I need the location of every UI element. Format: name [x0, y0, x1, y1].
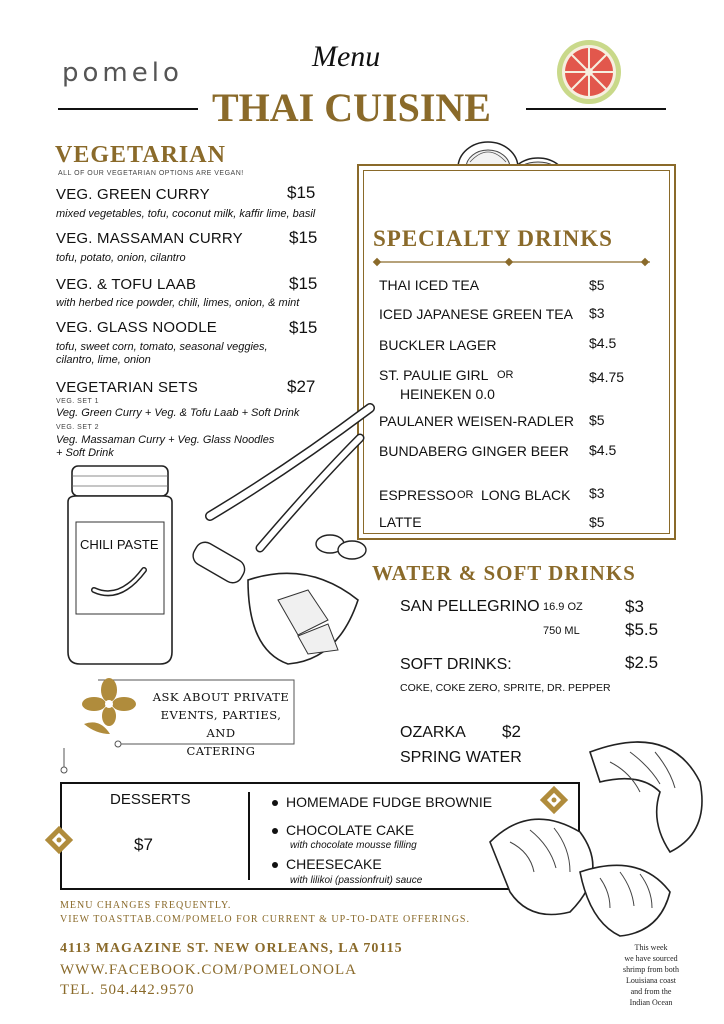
- chili-paste-jar-label: CHILI PASTE: [80, 537, 159, 552]
- shrimp-note-line: shrimp from both: [623, 965, 679, 974]
- menu-item-name: VEG. GLASS NOODLE: [56, 319, 217, 336]
- drink-name: ICED JAPANESE GREEN TEA: [379, 306, 573, 322]
- drink-price: $4.75: [589, 369, 625, 385]
- shrimp-note-line: Louisiana coast: [626, 976, 676, 985]
- drink-price: $5: [589, 412, 605, 428]
- veg-set-2-desc: Veg. Massaman Curry + Veg. Glass Noodles: [56, 434, 275, 446]
- specialty-drinks-heading: SPECIALTY DRINKS: [373, 226, 613, 251]
- dessert-desc: with chocolate mousse filling: [290, 840, 417, 851]
- menu-item-name: VEG. GREEN CURRY: [56, 186, 210, 203]
- menu-item-desc: mixed vegetables, tofu, coconut milk, kaffir lime, basil: [56, 208, 316, 220]
- shrimp-note-line: This week: [634, 943, 668, 952]
- vegetarian-sets-name: VEGETARIAN SETS: [56, 379, 198, 396]
- menu-item-desc: tofu, sweet corn, tomato, seasonal veggies,: [56, 341, 268, 353]
- shrimp-note-line: we have sourced: [624, 954, 678, 963]
- shrimp-note-line: Indian Ocean: [629, 998, 673, 1007]
- dessert-item: [272, 856, 382, 872]
- private-events-line: EVENTS, PARTIES, AND: [160, 708, 282, 740]
- pellegrino-size-large: 750 ML: [543, 625, 580, 637]
- veg-set-2-label: VEG. SET 2: [56, 424, 99, 431]
- menu-item-desc: tofu, potato, onion, cilantro: [56, 252, 186, 264]
- title-rule-left: [58, 108, 198, 110]
- shrimp-sourcing-note: [606, 942, 696, 1008]
- pellegrino-price-large: $5.5: [625, 620, 659, 639]
- soft-drinks-price: $2.5: [625, 653, 659, 672]
- drink-name-alt: LONG BLACK: [481, 487, 571, 503]
- veg-set-1-label: VEG. SET 1: [56, 398, 99, 405]
- phone-number[interactable]: TEL. 504.442.9570: [60, 982, 195, 998]
- drink-price: $3: [589, 305, 605, 321]
- drink-name: ST. PAULIE GIRL: [379, 367, 489, 383]
- dessert-desc: with lilikoi (passionfruit) sauce: [290, 875, 423, 886]
- shrimp-illustration: [470, 722, 720, 942]
- drink-name: PAULANER WEISEN-RADLER: [379, 413, 575, 429]
- menu-item-price: $15: [287, 183, 316, 202]
- toasttab-note: VIEW TOASTTAB.COM/POMELO FOR CURRENT & UP-TO-DATE OFFERINGS.: [60, 914, 470, 925]
- menu-item-desc-line2: cilantro, lime, onion: [56, 354, 151, 366]
- facebook-link[interactable]: WWW.FACEBOOK.COM/POMELONOLA: [60, 962, 357, 978]
- soft-drinks-label: SOFT DRINKS:: [400, 656, 512, 673]
- water-soft-drinks-heading: WATER & SOFT DRINKS: [372, 561, 636, 585]
- drink-name-alt: HEINEKEN 0.0: [400, 386, 495, 402]
- dessert-name: HOMEMADE FUDGE BROWNIE: [286, 794, 493, 810]
- desserts-price: $7: [134, 835, 153, 854]
- vegetarian-note: ALL OF OUR VEGETARIAN OPTIONS ARE VEGAN!: [58, 170, 244, 177]
- drink-price: $5: [589, 277, 605, 293]
- veg-set-2-desc-line2: + Soft Drink: [56, 447, 114, 459]
- drink-price: $4.5: [589, 442, 617, 458]
- drink-name: BUCKLER LAGER: [379, 337, 497, 353]
- drink-name: THAI ICED TEA: [379, 277, 480, 293]
- menu-item-price: $15: [289, 318, 318, 337]
- vegetarian-sets-price: $27: [287, 377, 316, 396]
- ozarka-price: $2: [502, 722, 521, 741]
- scoop-illustration: [188, 540, 368, 670]
- menu-item-price: $15: [289, 228, 318, 247]
- ozarka-name: OZARKA: [400, 724, 466, 741]
- private-events-text: [146, 688, 296, 760]
- menu-item-price: $15: [289, 274, 318, 293]
- san-pellegrino-name: SAN PELLEGRINO: [400, 598, 540, 615]
- drink-price: $3: [589, 485, 605, 501]
- pellegrino-size-small: 16.9 OZ: [543, 601, 583, 613]
- drink-price: $5: [589, 514, 605, 530]
- pomelo-fruit-icon: [555, 38, 623, 106]
- page-title: THAI CUISINE: [212, 85, 491, 130]
- address: 4113 MAGAZINE ST. NEW ORLEANS, LA 70115: [60, 941, 403, 956]
- menu-changes-note: MENU CHANGES FREQUENTLY.: [60, 900, 232, 911]
- chili-paste-jar-illustration: [64, 462, 176, 668]
- divider-ornament: [372, 256, 652, 268]
- dessert-item: [272, 794, 492, 810]
- bullet-icon: [272, 828, 278, 834]
- shrimp-note-line: and from the: [630, 987, 672, 996]
- ozarka-spring-water: SPRING WATER: [400, 749, 522, 766]
- dessert-name: CHEESECAKE: [286, 856, 382, 872]
- floral-ornament-icon: [80, 676, 138, 738]
- drink-name: ESPRESSO: [379, 487, 457, 503]
- bullet-icon: [272, 800, 278, 806]
- desserts-divider: [248, 792, 250, 880]
- pellegrino-price-small: $3: [625, 597, 644, 616]
- drink-or: OR: [457, 489, 474, 501]
- private-events-line: ASK ABOUT PRIVATE: [152, 690, 290, 704]
- menu-item-name: VEG. MASSAMAN CURRY: [56, 230, 243, 247]
- soft-drinks-list: COKE, COKE ZERO, SPRITE, DR. PEPPER: [400, 682, 611, 694]
- bullet-icon: [272, 862, 278, 868]
- dessert-item: [272, 822, 414, 838]
- menu-item-name: VEG. & TOFU LAAB: [56, 276, 197, 293]
- menu-item-desc: with herbed rice powder, chili, limes, onion, & mint: [56, 297, 300, 309]
- dessert-name: CHOCOLATE CAKE: [286, 822, 415, 838]
- brand-logo-text: pomelo: [62, 58, 183, 88]
- drink-name: LATTE: [379, 514, 422, 530]
- drink-price: $4.5: [589, 335, 617, 351]
- title-rule-right: [526, 108, 666, 110]
- veg-set-1-desc: Veg. Green Curry + Veg. & Tofu Laab + Soft Drink: [56, 407, 300, 419]
- private-events-line: CATERING: [186, 744, 256, 758]
- drink-or: OR: [497, 369, 514, 381]
- menu-script-title: Menu: [312, 40, 381, 73]
- desserts-heading: DESSERTS: [110, 791, 191, 808]
- diamond-ornament-icon: [42, 823, 76, 857]
- vegetarian-heading: VEGETARIAN: [55, 142, 226, 168]
- drink-name: BUNDABERG GINGER BEER: [379, 443, 569, 459]
